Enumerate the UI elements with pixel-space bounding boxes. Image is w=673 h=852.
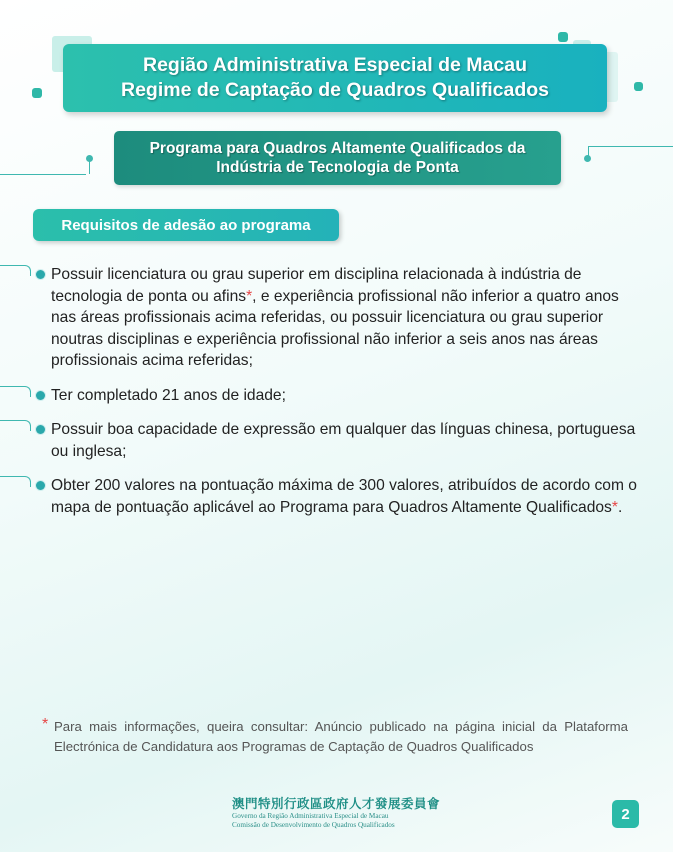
requirement-item xyxy=(38,475,638,518)
organization-name-chinese: 澳門特別行政區政府人才發展委員會 xyxy=(232,796,441,811)
bullet-connector-line xyxy=(0,420,31,431)
organization-name-pt-line2: Comissão de Desenvolvimento de Quadros Qualificados xyxy=(232,821,395,829)
requirement-text: Ter completado 21 anos de idade; xyxy=(51,386,286,404)
requirement-item xyxy=(38,385,638,407)
section-heading: Requisitos de adesão ao programa xyxy=(33,209,339,241)
bullet-connector-line xyxy=(0,265,31,276)
page-number-badge: 2 xyxy=(612,800,639,828)
header-banner xyxy=(63,44,607,112)
requirement-text: . xyxy=(617,498,623,516)
bullet-dot-icon xyxy=(36,425,45,434)
header-title-line2: Regime de Captação de Quadros Qualificados xyxy=(120,79,550,101)
bullet-dot-icon xyxy=(36,481,45,490)
requirement-text: Possuir boa capacidade de expressão em qualquer das línguas chinesa, portuguesa ou inglesa; xyxy=(51,421,636,460)
footnote-asterisk: * xyxy=(42,716,49,733)
organization-logo xyxy=(232,794,452,830)
bullet-dot-icon xyxy=(36,270,45,279)
header-title-line1: Região Administrativa Especial de Macau xyxy=(143,54,527,76)
requirements-list xyxy=(38,264,638,518)
requirement-text: Possuir licenciatura ou grau superior em disciplina relacionada à indústria de tecnologia de ponta ou afins xyxy=(51,266,582,305)
requirement-text: Obter 200 valores na pontuação máxima de 300 valores, atribuídos de acordo com o mapa de pontuação aplicável ao Programa para Quadros Altamente Qualificados xyxy=(51,477,637,516)
organization-name-pt-line1: Governo da Região Administrativa Especial de Macau xyxy=(232,812,389,820)
bullet-connector-line xyxy=(0,476,31,487)
requirement-text: , e experiência profissional não inferior a quatro anos nas áreas profissionais acima referidas, ou possuir licenciatura ou grau superior noutras disciplinas e experiência profissional não inferior a seis anos nas áreas profissionais acima referidas; xyxy=(51,287,619,369)
program-title-line2: Indústria de Tecnologia de Ponta xyxy=(216,159,459,176)
bullet-connector-line xyxy=(0,386,31,397)
asterisk-mark: * xyxy=(246,287,253,305)
requirement-item xyxy=(38,264,638,372)
program-title-line1: Programa para Quadros Altamente Qualificados da xyxy=(149,140,526,157)
requirement-item xyxy=(38,419,638,462)
footnote xyxy=(42,717,628,756)
footnote-text: Para mais informações, queira consultar: Anúncio publicado na página inicial da Plataforma Electrónica de Candidatura aos Programas de Captação de Quadros Qualificados xyxy=(54,719,628,754)
asterisk-mark: * xyxy=(611,498,618,516)
bullet-dot-icon xyxy=(36,391,45,400)
program-banner xyxy=(114,131,561,185)
